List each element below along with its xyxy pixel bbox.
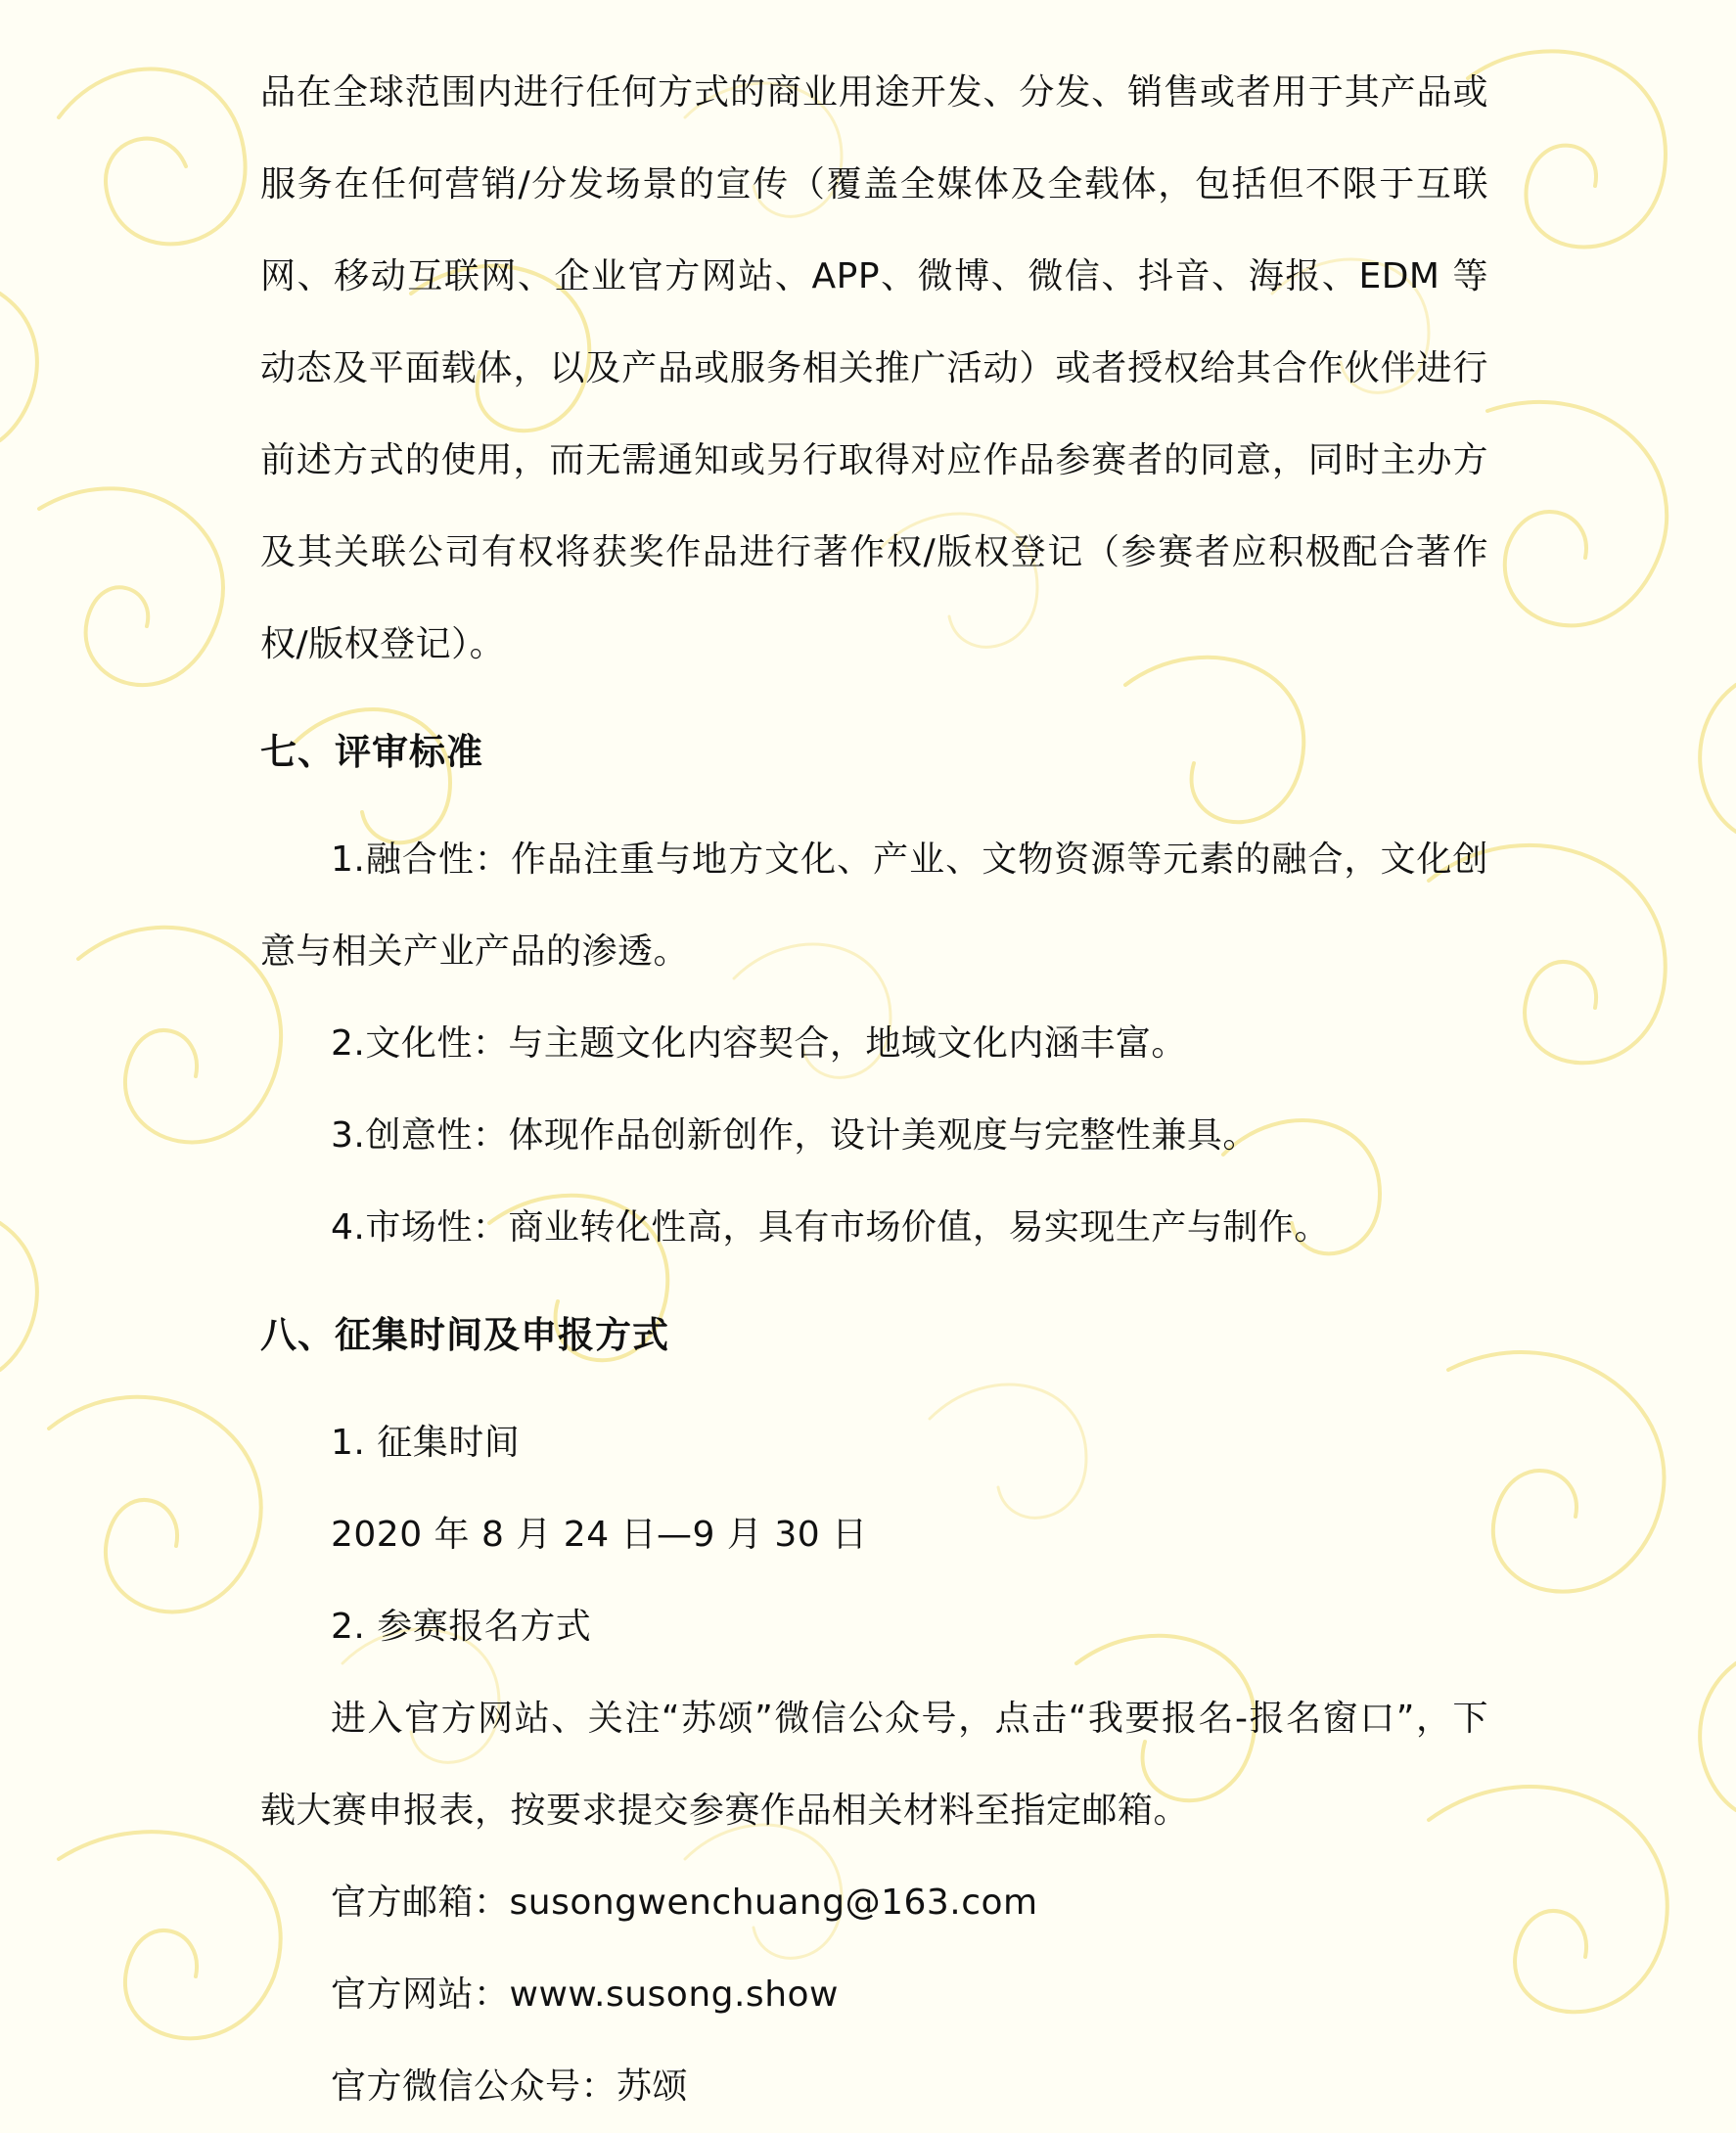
section-7-heading: 七、评审标准 [260,731,483,773]
criteria-item-fusion: 1.融合性：作品注重与地方文化、产业、文物资源等元素的融合，文化创意与相关产业产品的渗透。 [260,840,1488,972]
intro-paragraph: 品在全球范围内进行任何方式的商业用途开发、分发、销售或者用于其产品或服务在任何营销/分发场景的宣传（覆盖全媒体及全载体，包括但不限于互联网、移动互联网、企业官方网站、APP、微博、微信、抖音、海报、EDM 等动态及平面载体，以及产品或服务相关推广活动）或者授权给其合作伙伴进行前述方式的使用，而无需通知或另行取得对应作品参赛者的同意，同时主办方及其关联公司有权将获奖作品进行著作权/版权登记（参赛者应积极配合著作权/版权登记）。 [260,72,1488,664]
collection-time-value: 2020 年 8 月 24 日—9 月 30 日 [331,1515,868,1555]
registration-method-body: 进入官方网站、关注“苏颂”微信公众号，点击“我要报名-报名窗口”，下载大赛申报表，按要求提交参赛作品相关材料至指定邮箱。 [260,1699,1488,1831]
official-wechat-line: 官方微信公众号：苏颂 [331,2066,689,2107]
collection-time-title: 1. 征集时间 [331,1423,521,1463]
official-website-line: 官方网站：www.susong.show [331,1974,839,2015]
criteria-item-culture: 2.文化性：与主题文化内容契合，地域文化内涵丰富。 [331,1023,1187,1064]
document-page [260,47,1488,2133]
registration-method-title: 2. 参赛报名方式 [331,1607,592,1647]
criteria-item-creativity: 3.创意性：体现作品创新创作，设计美观度与完整性兼具。 [331,1115,1258,1156]
official-email-line: 官方邮箱：susongwenchuang@163.com [331,1883,1038,1923]
criteria-item-market: 4.市场性：商业转化性高，具有市场价值，易实现生产与制作。 [331,1207,1330,1248]
section-8-heading: 八、征集时间及申报方式 [260,1314,669,1356]
